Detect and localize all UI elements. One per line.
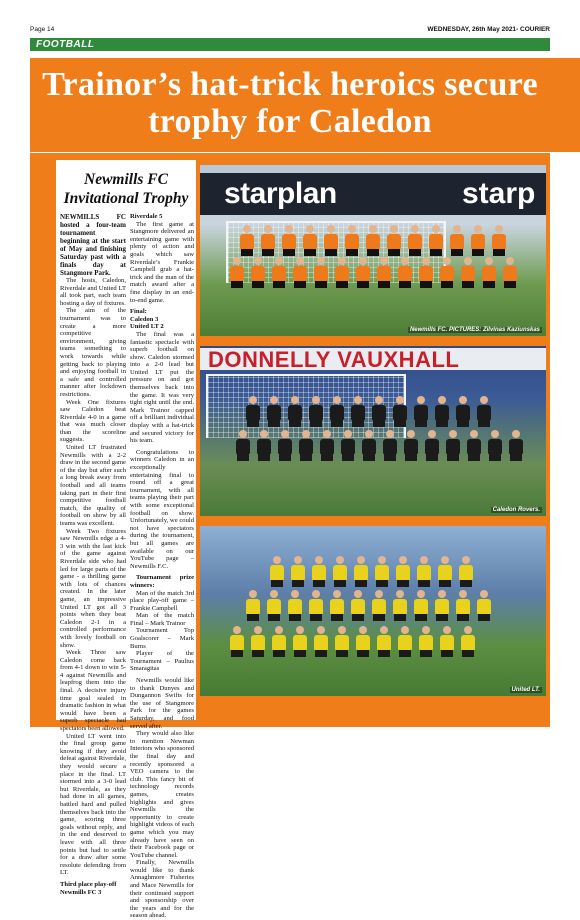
article-kicker: Newmills FC Invitational Trophy [63,171,189,207]
player-figure [288,396,302,427]
player-figure [257,430,271,461]
page-header [30,24,550,36]
team-photo-united [200,526,546,696]
player-figure [435,590,449,621]
player-figure [492,225,506,256]
player-figure [341,430,355,461]
player-figure [393,396,407,427]
article-paragraph: Week One fixtures saw Caledon beat Riverdale 4-0 in a game that was much closer than the scoreline suggests. [60,398,126,444]
article-paragraph: Week Two fixtures saw Newmills edge a 4-3 win with the last kick of the game against Riverdale side who had led for large parts of the game - a thrilling game with lots of chances created. In the later game, an impressive United LT got all 3 points when they beat Caledon 2-1 in a controlled performance with lovely football on show. [60,527,126,649]
player-figure [435,396,449,427]
player-figure [477,396,491,427]
player-figure [414,396,428,427]
result-line: Caledon 3 [130,315,159,323]
player-figure [251,257,265,288]
section-bar [30,38,550,51]
player-figure [419,626,433,657]
prize-item: Man of the match Final – Mark Trainor [130,612,194,627]
player-figure [425,430,439,461]
player-figure [261,225,275,256]
prize-item: Man of the match 3rd place play-off game – Frankie Campbell [130,589,194,612]
player-figure [314,626,328,657]
player-figure [240,225,254,256]
player-figure [450,225,464,256]
player-figure [330,396,344,427]
player-figure [488,430,502,461]
article-paragraph: The final was a fantastic spectacle with superb football on show. Caledon stormed into a 2-0 lead but United LT put the pressure on and got themselves back into the game. It was very tight right until the end. Mark Trainor capped off a brilliant individual display with a hat-trick and secured victory for his team. [130,330,194,445]
player-figure [309,590,323,621]
article-paragraph: Week Three saw Caledon come back from 4-1 down to win 5-4 against Newmills and leapfrog them into the final. A decisive injury time goal sealed in dramatic fashion in what would have been a superb spectacle had spectators been allowed. [60,649,126,733]
result-heading: Final: [130,308,147,316]
player-figure [372,396,386,427]
player-figure [236,430,250,461]
player-figure [354,556,368,587]
article-paragraph: United LT went into the final group game knowing if they avoid defeat against Riverdale, they would secure a place in the final. LT stormed into a 3-0 lead but Riverdale, as they had done in all games, battled hard and pulled themselves back into the game, scoring three goals without reply, and in the end deserved to leave with all three points but had to settle for a draw after some resolute defending from LT. [60,732,126,877]
photo-caption: Newmills FC. PICTURES: Zilvinas Kaziunskas [409,327,540,333]
player-figure [396,556,410,587]
player-figure [356,257,370,288]
player-figure [477,590,491,621]
article-paragraph: The hosts, Caledon, Riverdale and United LT all took part, each team hosting a day of fixtures. [60,277,126,307]
player-figure [230,257,244,288]
player-figure [270,556,284,587]
player-figure [362,430,376,461]
player-figure [291,556,305,587]
player-figure [375,556,389,587]
player-figure [456,590,470,621]
team-photo-newmills [200,165,546,336]
player-figure [377,257,391,288]
sponsor-banner [200,173,546,215]
article-paragraph: Congratulations to winners Caledon in an exceptionally entertaining final to round off a great tournament, with all teams playing their part with some exceptional football on show. Unfortunately, we could not have spectators during the tournament, but all games are available on our YouTube page – Newmills F.C. [130,448,194,570]
player-figure [456,396,470,427]
article-paragraph: The aim of the tournament was to create a more competitive environment, giving teams something to work towards while getting back to playing and enjoying football in a safe and controlled manner after lockdown restrictions. [60,307,126,398]
article-paragraph: United LT frustrated Newmills with a 2-2 draw in the second game of the day but after such a long break away from football and all teams taking part in their first competitive football match, the quality of football on show by all teams was excellent. [60,444,126,527]
issue-date: WEDNESDAY, 26th May 2021- COURIER [427,26,550,33]
result-heading: Third place play-off [60,880,117,888]
player-figure [408,225,422,256]
player-figure [440,626,454,657]
player-figure [461,626,475,657]
photo-caption: United LT. [511,687,540,693]
sponsor-banner [200,348,546,370]
article-column-2 [130,213,194,920]
player-figure [272,257,286,288]
player-figure [509,430,523,461]
player-figure [246,396,260,427]
banner-text: starplan [224,177,337,210]
article-column-1 [60,213,126,896]
player-figure [230,626,244,657]
prize-item: Player of the Tournament – Paulius Smaragitas [130,650,194,673]
player-figure [404,430,418,461]
player-figure [303,225,317,256]
player-figure [429,225,443,256]
section-label: FOOTBALL [36,39,95,50]
player-figure [467,430,481,461]
player-figure [398,257,412,288]
player-figure [299,430,313,461]
banner-text: starp [462,177,536,210]
player-figure [366,225,380,256]
player-figure [372,590,386,621]
result-line: United LT 2 [130,323,164,331]
player-figure [335,626,349,657]
player-figure [333,556,347,587]
prize-heading: Tournament prize winners: [130,574,194,589]
player-figure [282,225,296,256]
result-line: Newmills FC 3 [60,888,102,896]
player-figure [503,257,517,288]
player-figure [387,225,401,256]
page-number: Page 14 [30,26,55,33]
player-figure [314,257,328,288]
player-figure [383,430,397,461]
player-figure [351,590,365,621]
player-figure [461,257,475,288]
player-figure [312,556,326,587]
player-figure [459,556,473,587]
player-figure [438,556,452,587]
prize-item: Tournament Top Goalscorer – Mark Burns [130,627,194,650]
player-figure [267,590,281,621]
article-paragraph: Newmills would like to thank Dunyes and Dungannon Swifts for the use of Stangmore Park for the games Saturday, and food served after. [130,677,194,730]
player-figure [446,430,460,461]
team-photo-caledon [200,346,546,516]
player-figure [393,590,407,621]
player-figure [288,590,302,621]
player-figure [293,626,307,657]
player-figure [324,225,338,256]
player-figure [398,626,412,657]
banner-text: DONNELLY VAUXHALL [208,347,460,372]
headline: Trainor’s hat-trick heroics secure trophy for Caledon [42,66,538,140]
article-paragraph: They would also like to mention Newman Interiors who sponsored the final day and recently sponsored a VEO camera to the club. This fancy bit of technology records games, creates highlights and gives Newmills the opportunity to create highlight videos of each game which you may already have seen on their Facebook page or YouTube channel. [130,730,194,859]
player-figure [267,396,281,427]
article-paragraph: Finally, Newmills would like to thank Annaghmore Fisheries and Mace Newmills for their continued support and sponsorship over the years and for the season ahead. [130,859,194,920]
player-figure [309,396,323,427]
player-figure [414,590,428,621]
player-figure [278,430,292,461]
player-figure [440,257,454,288]
article-lead: NEWMILLS FC hosted a four-team tournament beginning at the start of May and finishing Saturday past with a finals day at Stangmore Park. [60,213,126,277]
player-figure [351,396,365,427]
result-line: Riverdale 5 [130,213,163,220]
player-figure [330,590,344,621]
player-figure [335,257,349,288]
player-figure [482,257,496,288]
photo-caption: Caledon Rovers. [492,507,540,513]
player-figure [419,257,433,288]
player-figure [417,556,431,587]
player-figure [320,430,334,461]
player-figure [356,626,370,657]
player-figure [293,257,307,288]
article-paragraph: The first game at Stangmore delivered an entertaining game with plenty of action and goals which saw Riverdale’s Frankie Campbell grab a hat-trick and the man of the match award after a fine display in an end-to-end game. [130,220,194,304]
player-figure [272,626,286,657]
player-figure [345,225,359,256]
player-figure [377,626,391,657]
player-figure [471,225,485,256]
player-figure [246,590,260,621]
player-figure [251,626,265,657]
